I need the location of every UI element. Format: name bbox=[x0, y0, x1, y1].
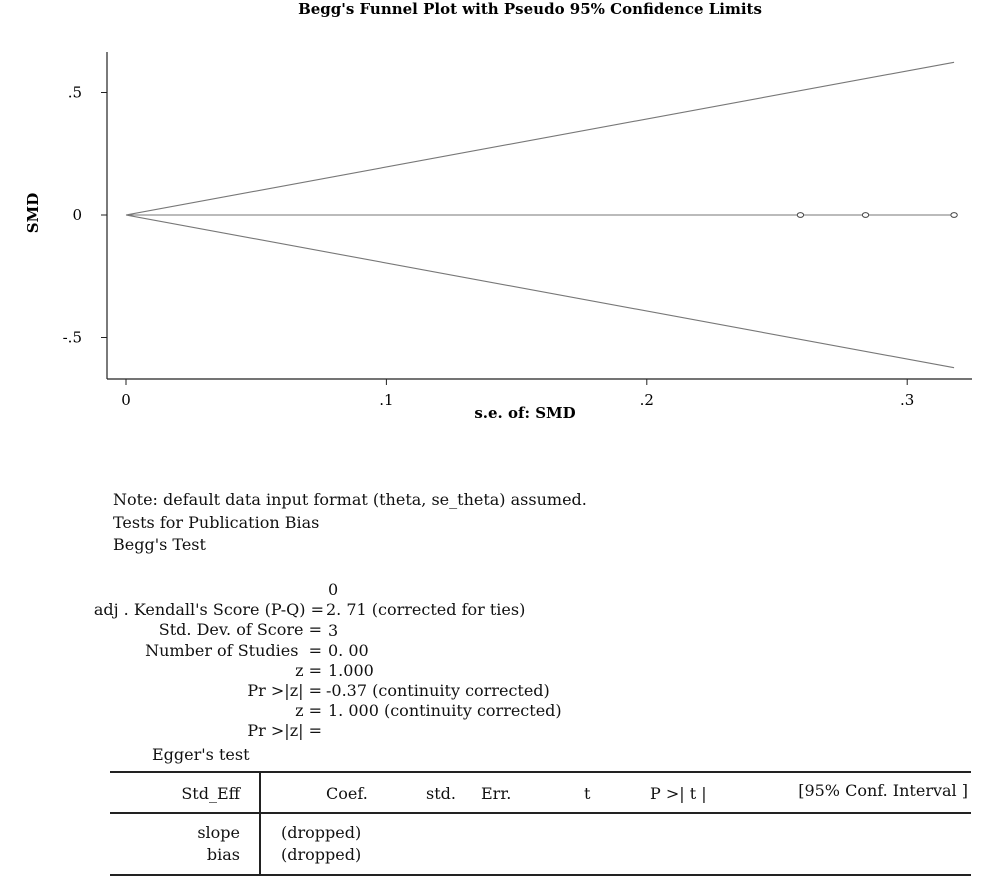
header-std: std. bbox=[426, 784, 456, 803]
begg-row-label: Pr >|z| = bbox=[247, 681, 322, 700]
study-point bbox=[862, 213, 868, 218]
header-coef: Coef. bbox=[326, 784, 368, 803]
begg-row bbox=[0, 681, 322, 720]
header-p: P >| t | bbox=[650, 784, 707, 803]
table-rule-header bbox=[110, 812, 971, 814]
begg-row-value: 1. 000 (continuity corrected) bbox=[328, 701, 562, 720]
x-tick-label: 0 bbox=[121, 391, 131, 409]
begg-row-value: -0.37 (continuity corrected) bbox=[326, 681, 550, 700]
row-label-bias: bias bbox=[206, 845, 240, 864]
y-tick-label: -.5 bbox=[62, 328, 82, 347]
table-divider bbox=[259, 771, 261, 876]
begg-row-value: 2. 71 (corrected for ties) bbox=[326, 600, 526, 619]
table-rule-bottom bbox=[110, 874, 971, 876]
begg-row-label: z = bbox=[295, 661, 322, 680]
begg-row bbox=[0, 641, 322, 680]
x-axis-label: s.e. of: SMD bbox=[474, 404, 576, 422]
header-t: t bbox=[584, 784, 591, 803]
x-tick-label: .1 bbox=[379, 391, 394, 409]
lower-confidence-limit bbox=[126, 215, 954, 368]
begg-row-label: Pr >|z| = bbox=[247, 721, 322, 740]
note-line: Note: default data input format (theta, se_theta) assumed. bbox=[113, 490, 587, 509]
y-axis-label: SMD bbox=[24, 192, 42, 234]
x-tick-label: .2 bbox=[639, 391, 654, 409]
begg-row-label: Number of Studies = bbox=[145, 641, 322, 660]
study-point bbox=[951, 213, 957, 218]
header-err: Err. bbox=[481, 784, 512, 803]
header-std-eff: Std_Eff bbox=[181, 784, 240, 803]
row-coef-bias: (dropped) bbox=[281, 845, 362, 864]
begg-row-value: 3 bbox=[328, 621, 339, 640]
begg-title: Begg's Test bbox=[113, 535, 206, 554]
funnel-plot bbox=[0, 0, 1000, 440]
begg-row bbox=[0, 701, 322, 740]
begg-row-label: adj . Kendall's Score (P-Q) = bbox=[93, 600, 324, 619]
begg-row-label: Std. Dev. of Score = bbox=[158, 620, 322, 639]
begg-row-label: z = bbox=[295, 701, 322, 720]
begg-row-value: 0. 00 bbox=[328, 641, 369, 660]
egger-title: Egger's test bbox=[152, 745, 250, 764]
begg-row-value: 1.000 bbox=[328, 661, 374, 680]
begg-row bbox=[0, 661, 322, 700]
x-tick-label: .3 bbox=[900, 391, 915, 409]
y-tick-label: .5 bbox=[67, 83, 82, 102]
begg-row-value: 0 bbox=[328, 580, 339, 599]
table-rule-top bbox=[110, 771, 971, 773]
chart-title: Begg's Funnel Plot with Pseudo 95% Confidence Limits bbox=[298, 0, 762, 18]
row-label-slope: slope bbox=[197, 823, 240, 842]
study-point bbox=[797, 213, 803, 218]
tests-title: Tests for Publication Bias bbox=[113, 513, 320, 532]
header-ci: [95% Conf. Interval ] bbox=[798, 781, 968, 800]
row-coef-slope: (dropped) bbox=[281, 823, 362, 842]
begg-row bbox=[0, 600, 322, 639]
y-tick-label: 0 bbox=[72, 206, 82, 224]
begg-row bbox=[0, 621, 322, 660]
upper-confidence-limit bbox=[126, 62, 954, 215]
begg-row bbox=[0, 580, 324, 619]
